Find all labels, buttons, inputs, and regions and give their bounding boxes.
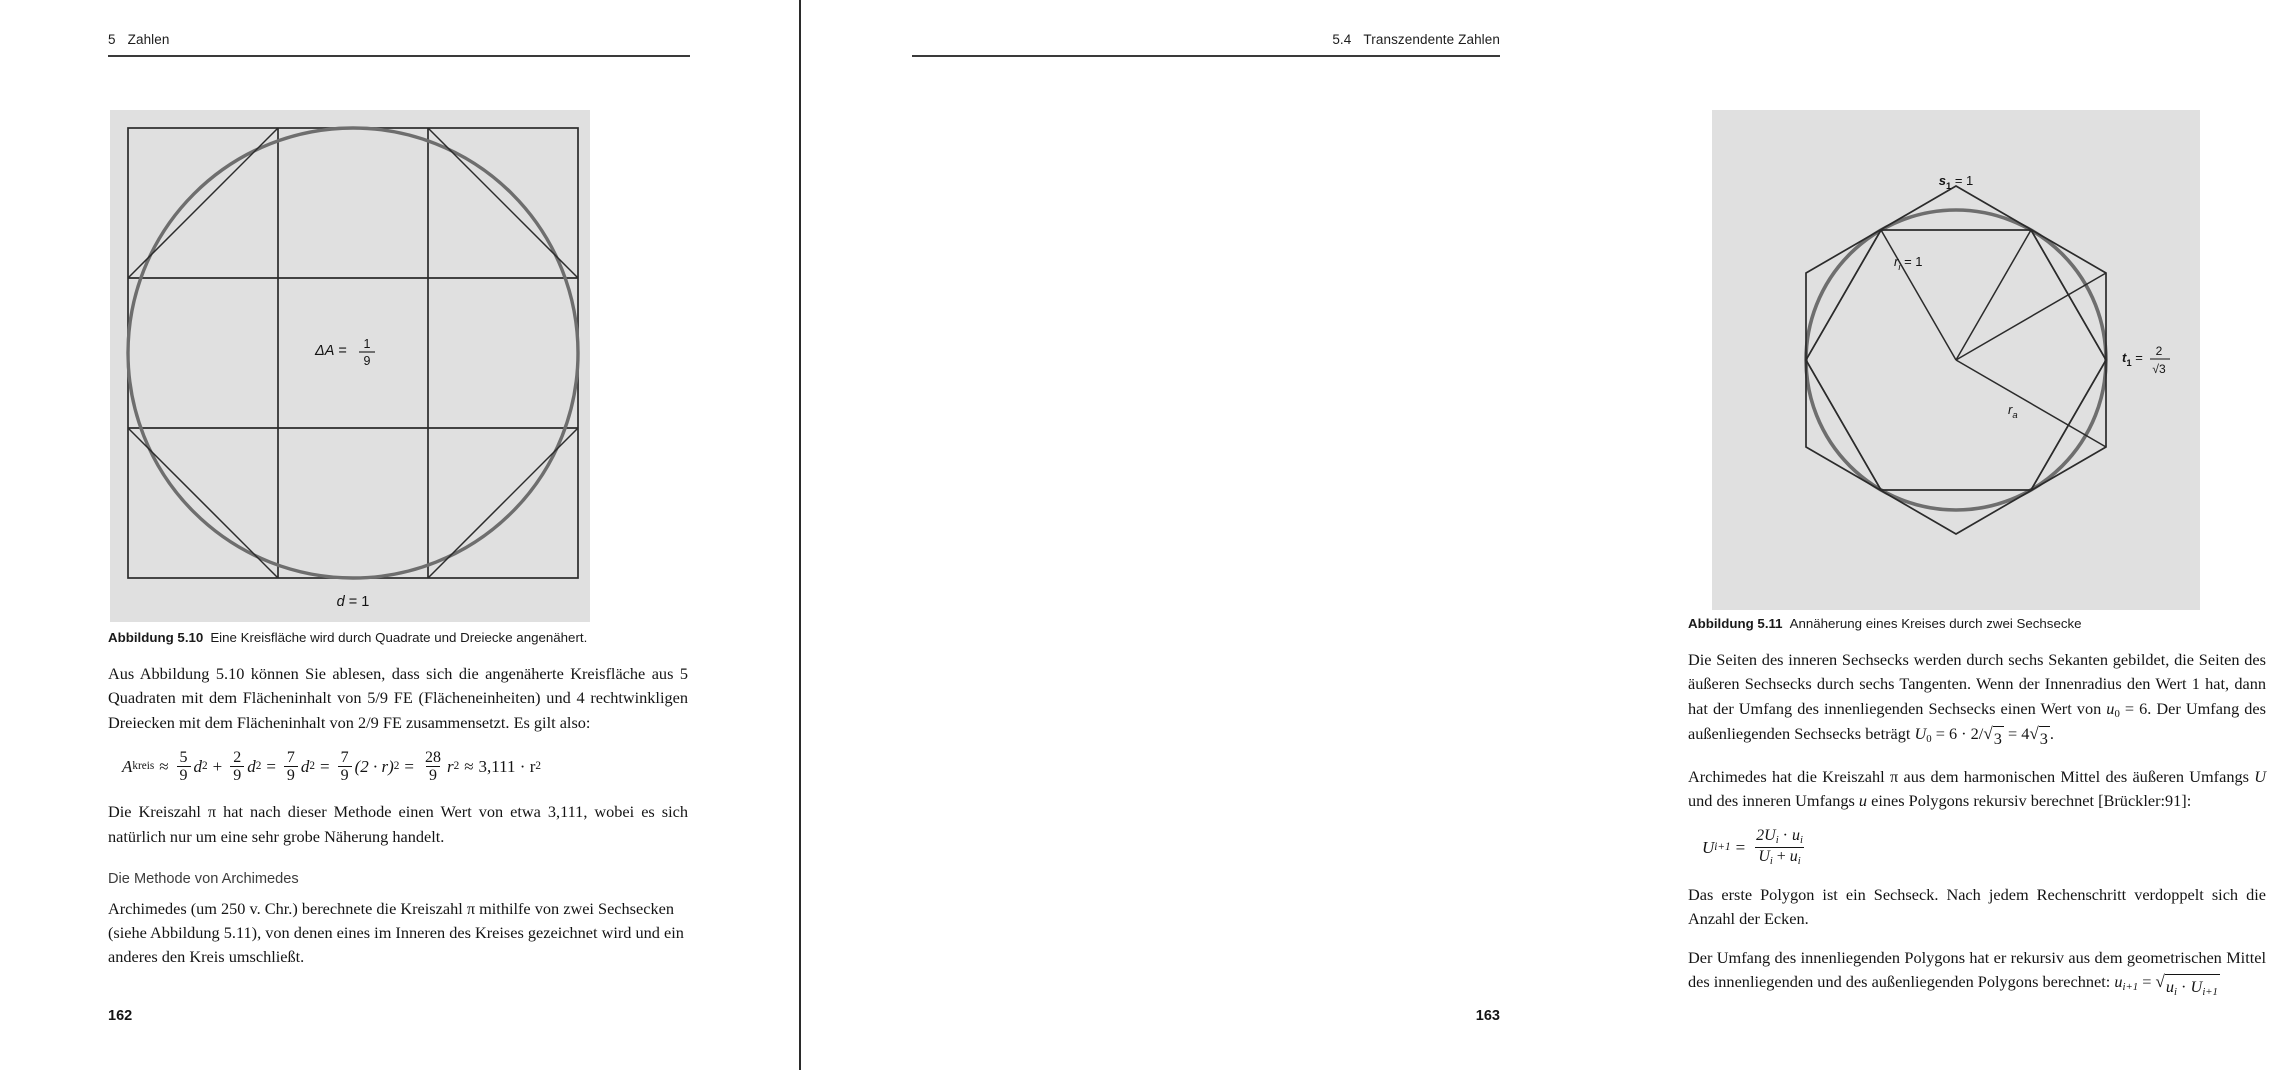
eq-t3-den: 9 [284,766,298,784]
paragraph-2: Die Kreiszahl π hat nach dieser Methode einen Wert von etwa 3,111, wobei es sich natürlich nur um eine sehr grobe Näherung handelt. [108,802,688,846]
figure-label-diameter: d = 1 [336,594,370,610]
eq-t2-num: 2 [233,748,242,766]
p1-part-d: = 4 [2003,723,2030,743]
eq-t4-num: 7 [340,748,349,766]
eq2-den-plus: + [1772,847,1790,865]
equation-area-circle [108,749,688,785]
eq-plus: + [212,756,223,776]
eq-term-1-fraction [177,749,191,785]
p2-part-c: eines Polygons rekursiv berechnet [Brückler:91]: [1867,791,2192,811]
eq-result-pow: 2 [535,760,541,773]
p4-rad-U: U [2190,976,2203,996]
figure-caption-label: Abbildung 5.11 [1688,616,1783,631]
eq-term-5-fraction [422,749,444,785]
eq-result: 3,111 · r [478,756,536,776]
eq-t5-den: 9 [426,766,440,784]
eq2-num-b-sub: i [1799,835,1803,847]
paragraph-1: Aus Abbildung 5.10 können Sie ablesen, dass sich die angenäherte Kreisfläche aus 5 Quadraten mit dem Flächeninhalt von 5/9 FE (Flächeneinheiten) und 4 rechtwinkligen Dreiecken mit dem Flächeninhalt von 2/9 FE zusammensetzt. Es gilt also: [108,664,688,732]
running-head-left [108,32,170,54]
eq-t2-var: d [247,756,256,776]
p2-u: u [1858,791,1868,811]
figure-caption-5-11 [1688,615,2288,633]
eq-term-4-fraction [338,749,352,785]
eq-t5-num: 28 [425,748,441,766]
eq2-den-a: U [1758,847,1770,865]
page-number-right: 163 [1475,1008,1500,1024]
p4-eq: = [2138,971,2156,991]
body-text-right [1688,648,2266,1000]
t1-numerator: 2 [2155,344,2163,358]
eq-term-3-fraction [284,749,298,785]
figure-label-ra: $r_a$ [2008,402,2018,421]
eq-t4-pow: 2 [393,760,400,773]
eq2-lhs-sub: i+1 [1714,840,1731,853]
p1-sqrt3-a: √ 3 [1983,725,2004,751]
p1-sqrt3-a-val: 3 [1993,726,2004,751]
eq-t4-den: 9 [338,766,352,784]
paragraph-3: Das erste Polygon ist ein Sechseck. Nach jedem Rechenschritt verdoppelt sich die Anzahl der Ecken. [1688,885,2266,929]
eq-t1-den: 9 [177,766,191,784]
p4-rad-u: u [2165,976,2174,996]
p1-part-b: = 6. Der Umfang des außenliegenden Sechsecks beträgt [1688,698,2266,743]
eq-t3-num: 7 [286,748,295,766]
running-head-section-number: 5.4 [1332,32,1352,47]
p1-sqrt3-b-val: 3 [2039,726,2050,751]
running-head-chapter-title: Zahlen [127,32,170,47]
delta-a-text: ΔA = [315,343,347,359]
p1-sqrt3-b: √ 3 [2029,725,2050,751]
running-head-right [1332,32,1500,54]
running-head-chapter-number: 5 [108,32,116,47]
figure-label-delta-a [314,337,375,368]
eq-lhs: A [122,756,133,776]
eq-t4-body: (2 · r) [354,756,394,776]
p4-sqrt: √ $u_i \cdot U_{i+1}$ [2155,973,2219,1000]
figure-caption-label: Abbildung 5.10 [108,630,204,645]
eq2-fraction [1753,827,1806,867]
p4-rad-dot: · [2176,976,2191,996]
eq-equals-2: = [320,756,330,776]
eq2-numerator [1753,827,1806,846]
running-head-rule-left [108,55,690,57]
eq2-num-dot: · [1778,827,1792,845]
eq-t2-den: 9 [230,766,244,784]
eq2-equals: = [1735,837,1746,857]
paragraph-2 [1688,765,2266,814]
figure-label-ri: $r_i = 1$ [1894,254,1923,273]
t1-lhs: $t_1$ = [2122,350,2143,369]
eq-t5-pow: 2 [453,760,460,773]
p1-U0: U [1914,723,1927,743]
figure-caption-5-10 [108,629,708,647]
figure-caption-text: Annäherung eines Kreises durch zwei Sechsecke [1789,616,2082,631]
eq-lhs-sub: kreis [132,760,155,773]
eq2-lhs: U [1702,837,1715,857]
eq-t2-pow: 2 [255,760,262,773]
spread-gutter-rule [799,0,801,1070]
p2-U: U [2254,766,2266,786]
eq-t3-pow: 2 [309,760,316,773]
eq-t1-pow: 2 [202,760,208,773]
p1-u0: u [2106,698,2115,718]
body-text-left [108,662,688,969]
p2-part-a: Archimedes hat die Kreiszahl π aus dem harmonischen Mittel des äußeren Umfangs [1688,766,2255,786]
eq-equals-3: = [404,756,414,776]
eq2-num-b: u [1791,827,1800,845]
equation-recursive-perimeter [1688,827,2266,867]
p4-rad-u-sub: i [2173,985,2177,998]
eq2-den-a-sub: i [1769,855,1773,867]
p4-rad-U-sub: i+1 [2202,985,2218,998]
t1-denominator: √3 [2152,362,2166,376]
eq2-num-a: 2U [1756,827,1776,845]
eq-t3-var: d [300,756,310,776]
figure-5-10 [110,110,590,622]
p1-part-a: Die Seiten des inneren Sechsecks werden durch sechs Sekanten gebildet, die Seiten des äußeren Sechsecks durch sechs Tangenten. Wenn der Innenradius den Wert 1 hat, dann hat der Umfang des innenliegenden Sechsecks einen Wert von [1688,650,2266,718]
eq-term-2-fraction [230,749,244,785]
p4-part-a: Der Umfang des innenliegenden Polygons hat er rekursiv aus dem geometrischen Mittel des innenliegenden und des außenliegenden Polygons berechnet: [1688,947,2266,991]
paragraph-4 [1688,946,2266,1000]
p1-part-c: = 6 · 2/ [1931,723,1984,743]
eq2-den-b: u [1789,847,1798,865]
running-head-rule-right [912,55,1500,57]
eq2-denominator [1755,847,1803,867]
eq-t5-var: r [446,756,454,776]
figure-5-11 [1712,110,2200,610]
eq-approx-2: ≈ [464,756,474,776]
page-left [0,0,800,1070]
figure-label-t1 [2122,344,2170,376]
p1-U0-sub: 0 [1926,732,1932,745]
page-number-left: 162 [108,1008,133,1024]
delta-a-denominator: 9 [363,354,371,368]
eq-approx-1: ≈ [159,756,169,776]
eq-t1-num: 5 [179,748,188,766]
eq-equals-1: = [266,756,276,776]
figure-label-s1: $s_1 = 1$ [1938,173,1974,192]
subheading-archimedes: Die Methode von Archimedes [108,870,299,887]
eq-t1-var: d [193,756,203,776]
p4-radicand [2165,974,2220,1000]
p4-u-sub: i+1 [2122,980,2139,993]
p1-part-e: . [2049,723,2054,743]
paragraph-1 [1688,648,2266,751]
eq2-num-a-sub: i [1775,835,1779,847]
p4-u: u [2114,971,2123,991]
running-head-section-title: Transzendente Zahlen [1363,32,1500,47]
paragraph-3: Archimedes (um 250 v. Chr.) berechnete die Kreiszahl π mithilfe von zwei Sechsecken (siehe Abbildung 5.11), von denen eines im Inneren des Kreises gezeichnet wird und ein anderes den Kreis umschließt. [108,898,684,967]
delta-a-numerator: 1 [363,337,371,351]
eq2-den-b-sub: i [1797,855,1801,867]
p1-u0-sub: 0 [2114,707,2120,720]
figure-caption-text: Eine Kreisfläche wird durch Quadrate und Dreiecke angenähert. [210,630,588,645]
p2-part-b: und des inneren Umfangs [1688,791,1859,811]
